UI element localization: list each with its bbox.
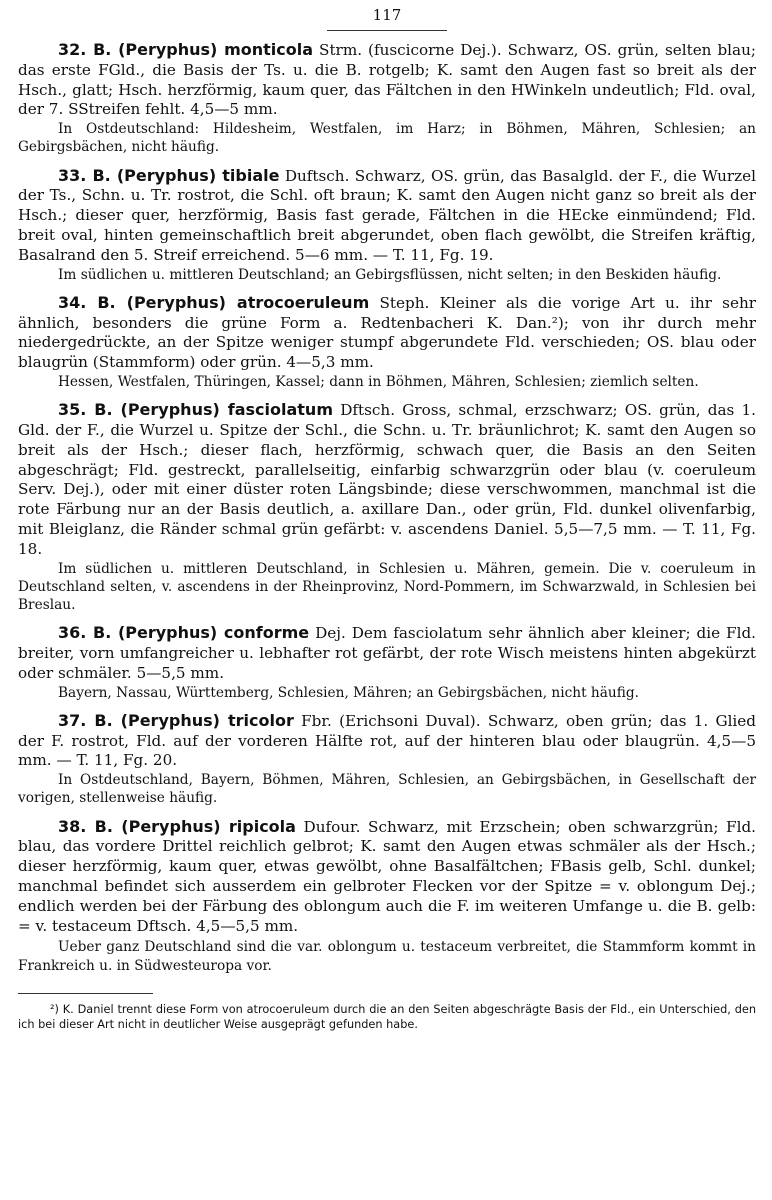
footnote: ²) K. Daniel trennt diese Form von atrocoeruleum durch die an den Seiten abgeschrägte Basis der Fld., ein Unterschied, den ich bei dieser Art nicht in deutlicher Weise ausgeprägt gefunden habe. bbox=[18, 1002, 756, 1032]
species-heading: 37. B. (Peryphus) tricolor bbox=[58, 710, 294, 730]
closing-note: Ueber ganz Deutschland sind die var. oblongum u. testaceum verbreitet, die Stammform kommt in Frankreich u. in Südwesteuropa vor. bbox=[18, 939, 756, 974]
species-entry-38 bbox=[18, 817, 756, 975]
species-entry-36 bbox=[18, 623, 756, 702]
species-entry-37 bbox=[18, 711, 756, 808]
species-heading: 32. B. (Peryphus) monticola bbox=[58, 40, 314, 59]
description-text: Dufour. Schwarz, mit Erzschein; oben schwarzgrün; Fld. blau, das vordere Drittel reichlich gelbrot; K. samt den Augen etwas schmäler als der Hsch.; dieser herzförmig, kaum quer, etwas gewölbt, ohne Basalfältchen; FBasis gelb, Schl. dunkel; manchmal befindet sich ausserdem ein gelbroter Flecken vor der Spitze = v. oblongum Dej.; endlich werden bei der Färbung des oblongum auch die F. im weiteren Umfange u. die B. gelb: = v. testaceum Dftsch. 4,5—5,5 mm. bbox=[18, 817, 756, 935]
distribution-text: Im südlichen u. mittleren Deutschland; an Gebirgsflüssen, nicht selten; in den Beskiden häufig. bbox=[58, 266, 722, 283]
entry-description bbox=[18, 166, 756, 266]
entry-description bbox=[18, 623, 756, 683]
description-text: Dej. Dem fasciolatum sehr ähnlich aber kleiner; die Fld. breiter, vorn umfangreicher u. lebhafter rot gefärbt, der rote Wisch meistens hinten abgekürzt oder schmäler. 5—5,5 mm. bbox=[18, 624, 757, 682]
entry-description bbox=[18, 40, 756, 120]
page-number: 117 bbox=[327, 6, 447, 31]
species-heading: 33. B. (Peryphus) tibiale bbox=[58, 165, 280, 185]
species-entry-34 bbox=[18, 293, 756, 391]
description-text: Fbr. (Erichsoni Duval). Schwarz, oben grün; das 1. Glied der F. rostrot, Fld. auf der vorderen Hälfte rot, auf der hinteren blau oder blaugrün. 4,5—5 mm. — T. 11, Fg. 20. bbox=[18, 711, 756, 770]
footnote-divider bbox=[18, 993, 153, 994]
species-heading: 38. B. (Peryphus) ripicola bbox=[58, 816, 296, 836]
distribution-text: Hessen, Westfalen, Thüringen, Kassel; dann in Böhmen, Mähren, Schlesien; ziemlich selten. bbox=[58, 373, 699, 390]
entry-description bbox=[18, 817, 756, 937]
description-text: Strm. (fuscicorne Dej.). Schwarz, OS. grün, selten blau; das erste FGld., die Basis der Ts. u. die B. rotgelb; K. samt den Augen fast so breit als der Hsch., glatt; Hsch. herzförmig, kaum quer, das Fältchen in den HWinkeln undeutlich; Fld. oval, der 7. SStreifen fehlt. 4,5—5 mm. bbox=[18, 41, 756, 119]
distribution-text: Bayern, Nassau, Württemberg, Schlesien, Mähren; an Gebirgsbächen, nicht häufig. bbox=[58, 684, 639, 701]
description-text: Steph. Kleiner als die vorige Art u. ihr sehr ähnlich, besonders die grüne Form a. Redtenbacheri K. Dan.²); von ihr durch mehr niedergedrückte, an der Spitze weniger stumpf abgerundete Fld. verschieden; OS. blau oder blaugrün (Stammform) oder grün. 4—5,3 mm. bbox=[18, 293, 756, 372]
book-page bbox=[18, 6, 756, 1033]
distribution-text: In Ostdeutschland: Hildesheim, Westfalen, im Harz; in Böhmen, Mähren, Schlesien; an Gebirgsbächen, nicht häufig. bbox=[18, 121, 756, 156]
description-text: Duftsch. Schwarz, OS. grün, das Basalgld. der F., die Wurzel der Ts., Schn. u. Tr. rostrot, die Schl. oft braun; K. samt den Augen nicht ganz so breit als der Hsch.; dieser quer, herzförmig, Basis fast gerade, Fältchen in die HEcke einmündend; Fld. breit oval, hinten gemeinschaftlich breit abgerundet, oben flach gewölbt, die Streifen kräftig, Basalrand den 5. Streif erreichend. 5—6 mm. — T. 11, Fg. 19. bbox=[18, 166, 756, 264]
entry-description bbox=[18, 711, 756, 771]
species-entry-32 bbox=[18, 40, 756, 157]
species-entry-35 bbox=[18, 400, 756, 614]
species-heading: 35. B. (Peryphus) fasciolatum bbox=[58, 400, 333, 420]
species-entry-33 bbox=[18, 166, 756, 284]
distribution-text: Im südlichen u. mittleren Deutschland, in Schlesien u. Mähren, gemein. Die v. coeruleum in Deutschland selten, v. ascendens in der Rheinprovinz, Nord-Pommern, im Schwarzwald, in Schlesien bei Breslau. bbox=[18, 560, 756, 613]
description-text: Dftsch. Gross, schmal, erzschwarz; OS. grün, das 1. Gld. der F., die Wurzel u. Spitze der Schl., die Schn. u. Tr. bräunlichrot; K. samt den Augen so breit als der Hsch.; dieser flach, herzförmig, schwach quer, die Basis an den Seiten abgeschrägt; Fld. gestreckt, parallelseitig, einfarbig schwarzgrün oder blau (v. coeruleum Serv. Dej.), oder mit einer düster roten Längsbinde; diese verschwommen, manchmal ist die rote Färbung nur an der Basis deutlich, a. axillare Dan., oder grün, Fld. dunkel olivenfarbig, mit Bleiglanz, die Ränder schmal grün gefärbt: v. ascendens Daniel. 5,5—7,5 mm. — T. 11, Fg. 18. bbox=[18, 401, 757, 558]
species-heading: 34. B. (Peryphus) atrocoeruleum bbox=[58, 292, 370, 312]
distribution-text: In Ostdeutschland, Bayern, Böhmen, Mähren, Schlesien, an Gebirgsbächen, in Gesellschaft der vorigen, stellenweise häufig. bbox=[18, 772, 756, 807]
species-heading: 36. B. (Peryphus) conforme bbox=[58, 623, 310, 643]
entry-description bbox=[18, 400, 756, 559]
entry-description bbox=[18, 293, 756, 373]
